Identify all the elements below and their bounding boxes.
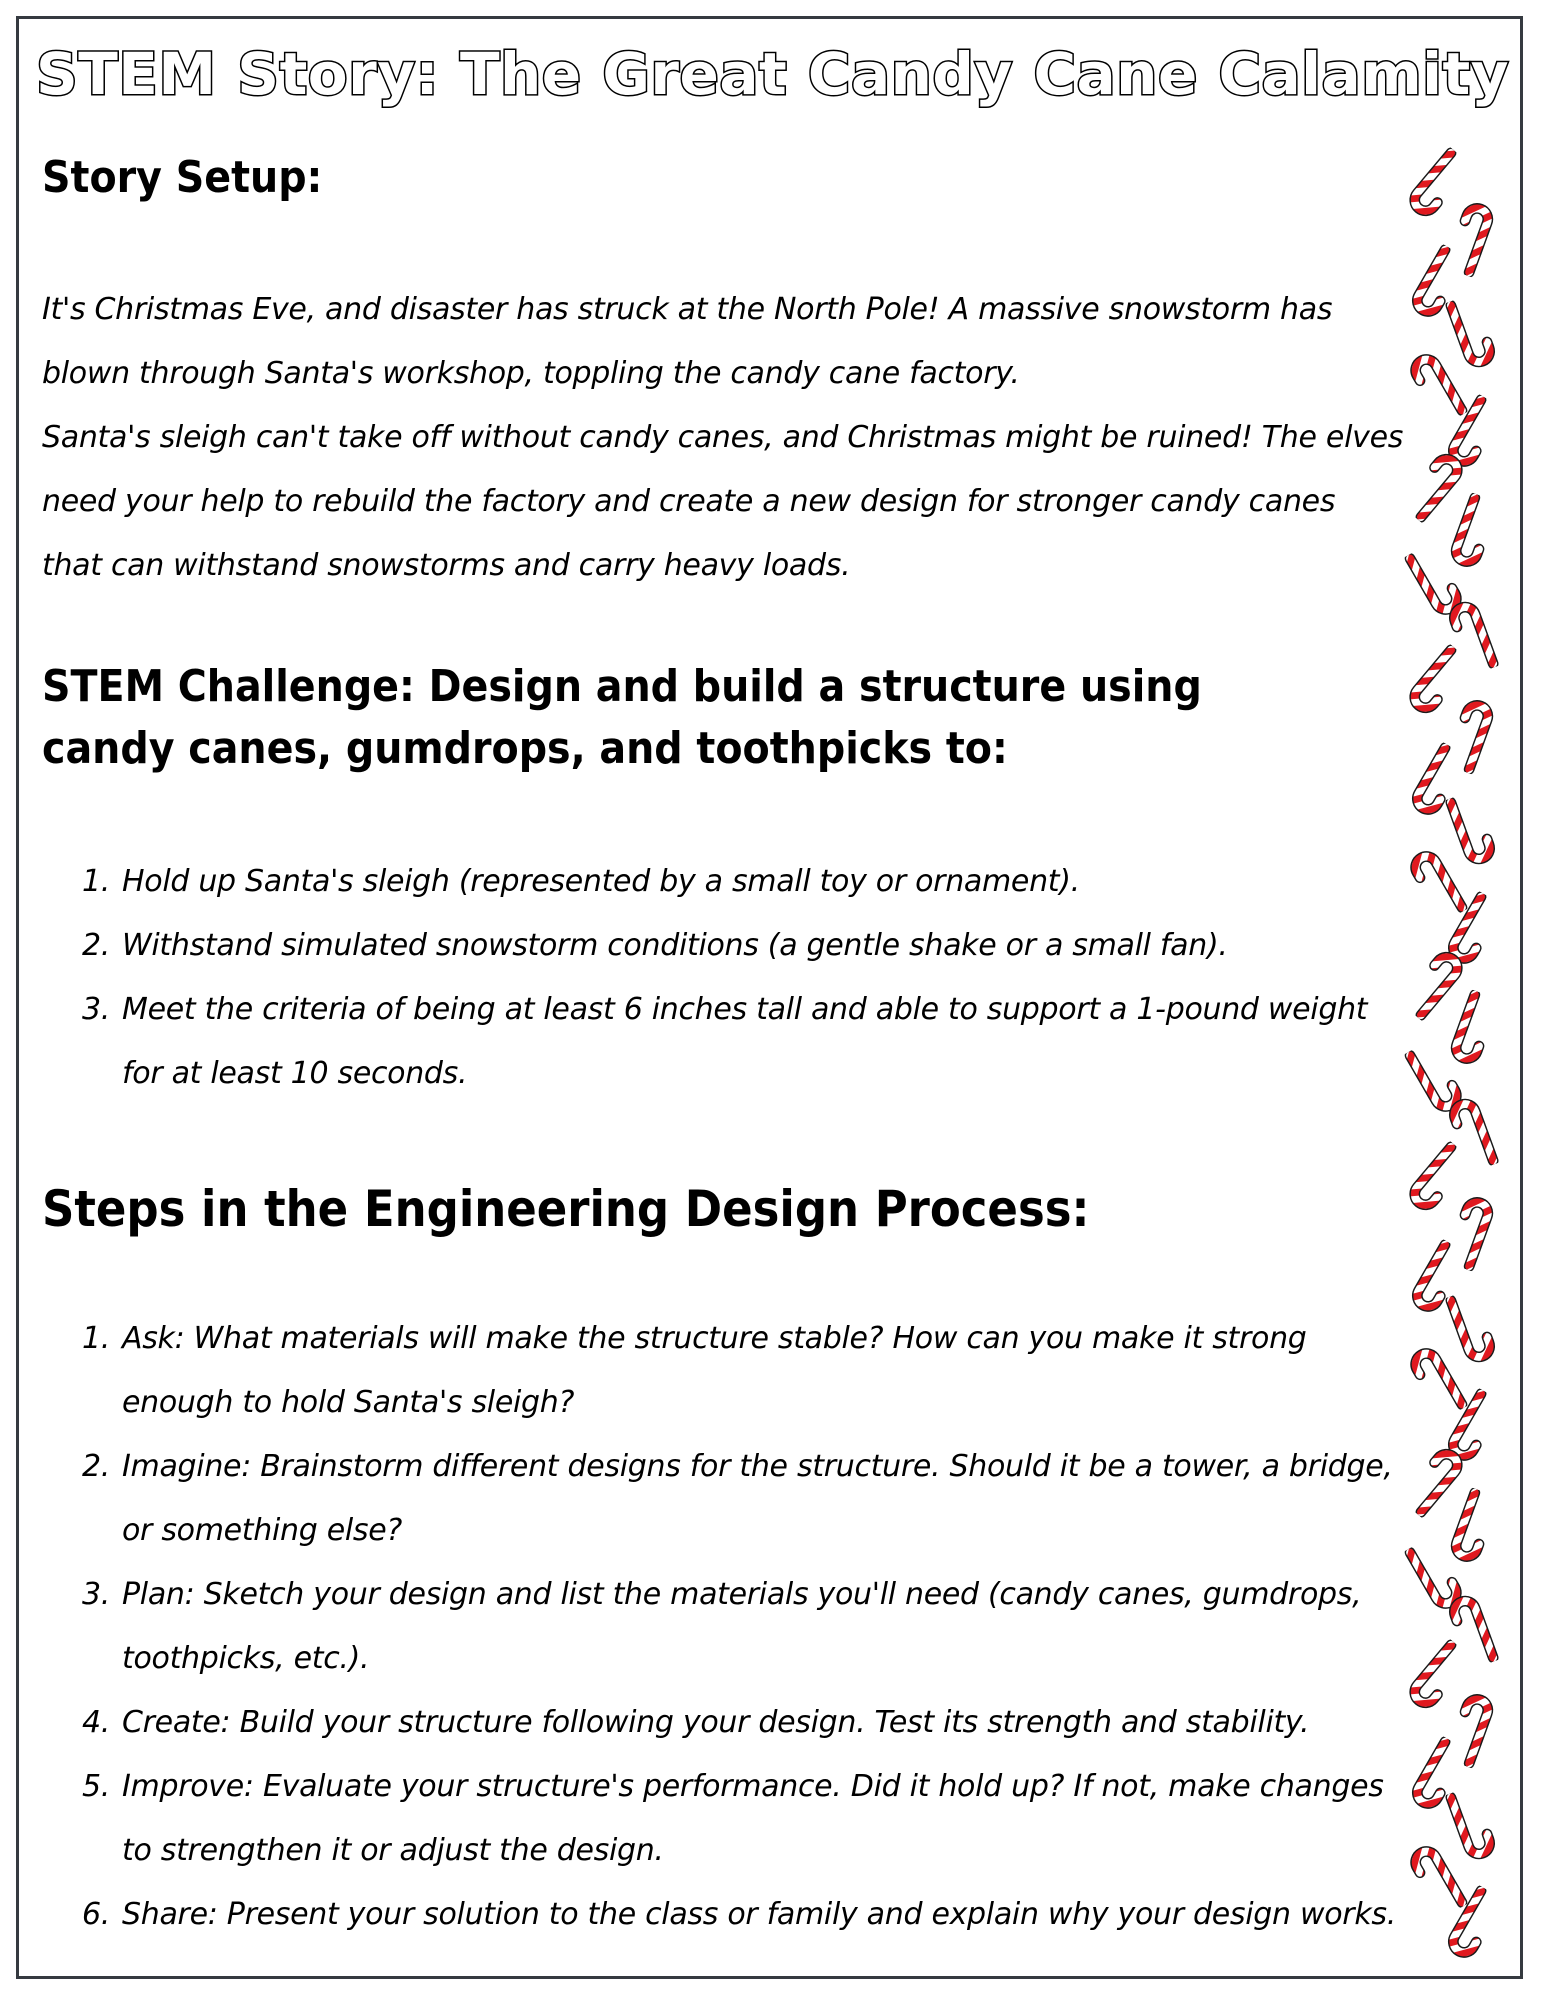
steps-list <box>82 1307 1412 1947</box>
list-text: Share: Present your solution to the class or family and explain why your design works. <box>122 1897 1396 1932</box>
story-line: need your help to rebuild the factory and create a new design for stronger candy canes <box>42 484 1336 519</box>
list-number: 1. <box>82 864 111 899</box>
list-number: 2. <box>82 928 111 963</box>
list-item <box>82 1435 1412 1563</box>
steps-heading: Steps in the Engineering Design Process: <box>42 1180 1090 1238</box>
list-text: to strengthen it or adjust the design. <box>122 1833 664 1868</box>
page-title: STEM Story: The Great Candy Cane Calamity <box>35 40 1510 108</box>
story-line: that can withstand snowstorms and carry heavy loads. <box>42 548 851 583</box>
list-number: 2. <box>82 1449 111 1484</box>
story-setup-paragraph <box>42 278 1412 598</box>
list-text: or something else? <box>122 1513 402 1548</box>
list-item <box>82 1883 1412 1947</box>
list-number: 5. <box>82 1769 111 1804</box>
list-number: 4. <box>82 1705 111 1740</box>
list-text: for at least 10 seconds. <box>122 1056 468 1091</box>
list-text: Create: Build your structure following your design. Test its strength and stability. <box>122 1705 1310 1740</box>
story-line: Santa's sleigh can't take off without candy canes, and Christmas might be ruined! The elves <box>42 420 1404 455</box>
list-text: Hold up Santa's sleigh (represented by a small toy or ornament). <box>122 864 1080 899</box>
list-item <box>82 978 1412 1106</box>
challenge-heading-line: STEM Challenge: Design and build a structure using <box>42 661 1202 712</box>
list-item <box>82 1755 1412 1883</box>
list-item <box>82 1691 1412 1755</box>
list-text: toothpicks, etc.). <box>122 1641 370 1676</box>
list-item <box>82 1563 1412 1691</box>
list-text: Imagine: Brainstorm different designs for the structure. Should it be a tower, a bridge, <box>122 1449 1393 1484</box>
list-text: Plan: Sketch your design and list the materials you'll need (candy canes, gumdrops, <box>122 1577 1362 1612</box>
candy-cane-border <box>1405 155 1515 1965</box>
list-text: enough to hold Santa's sleigh? <box>122 1385 575 1420</box>
list-item <box>82 850 1412 914</box>
list-text: Ask: What materials will make the structure stable? How can you make it strong <box>122 1321 1307 1356</box>
list-number: 3. <box>82 992 111 1027</box>
list-number: 6. <box>82 1897 111 1932</box>
story-line: blown through Santa's workshop, toppling the candy cane factory. <box>42 356 1020 391</box>
list-item <box>82 1307 1412 1435</box>
list-text: Improve: Evaluate your structure's performance. Did it hold up? If not, make changes <box>122 1769 1384 1804</box>
list-number: 3. <box>82 1577 111 1612</box>
list-text: Meet the criteria of being at least 6 inches tall and able to support a 1-pound weight <box>122 992 1368 1027</box>
challenge-heading-line: candy canes, gumdrops, and toothpicks to: <box>42 723 1008 774</box>
story-setup-heading: Story Setup: <box>42 152 323 203</box>
list-text: Withstand simulated snowstorm conditions (a gentle shake or a small fan). <box>122 928 1228 963</box>
challenge-list <box>82 850 1412 1106</box>
list-item <box>82 914 1412 978</box>
story-line: It's Christmas Eve, and disaster has struck at the North Pole! A massive snowstorm has <box>42 292 1333 327</box>
challenge-heading <box>42 656 1362 780</box>
list-number: 1. <box>82 1321 111 1356</box>
